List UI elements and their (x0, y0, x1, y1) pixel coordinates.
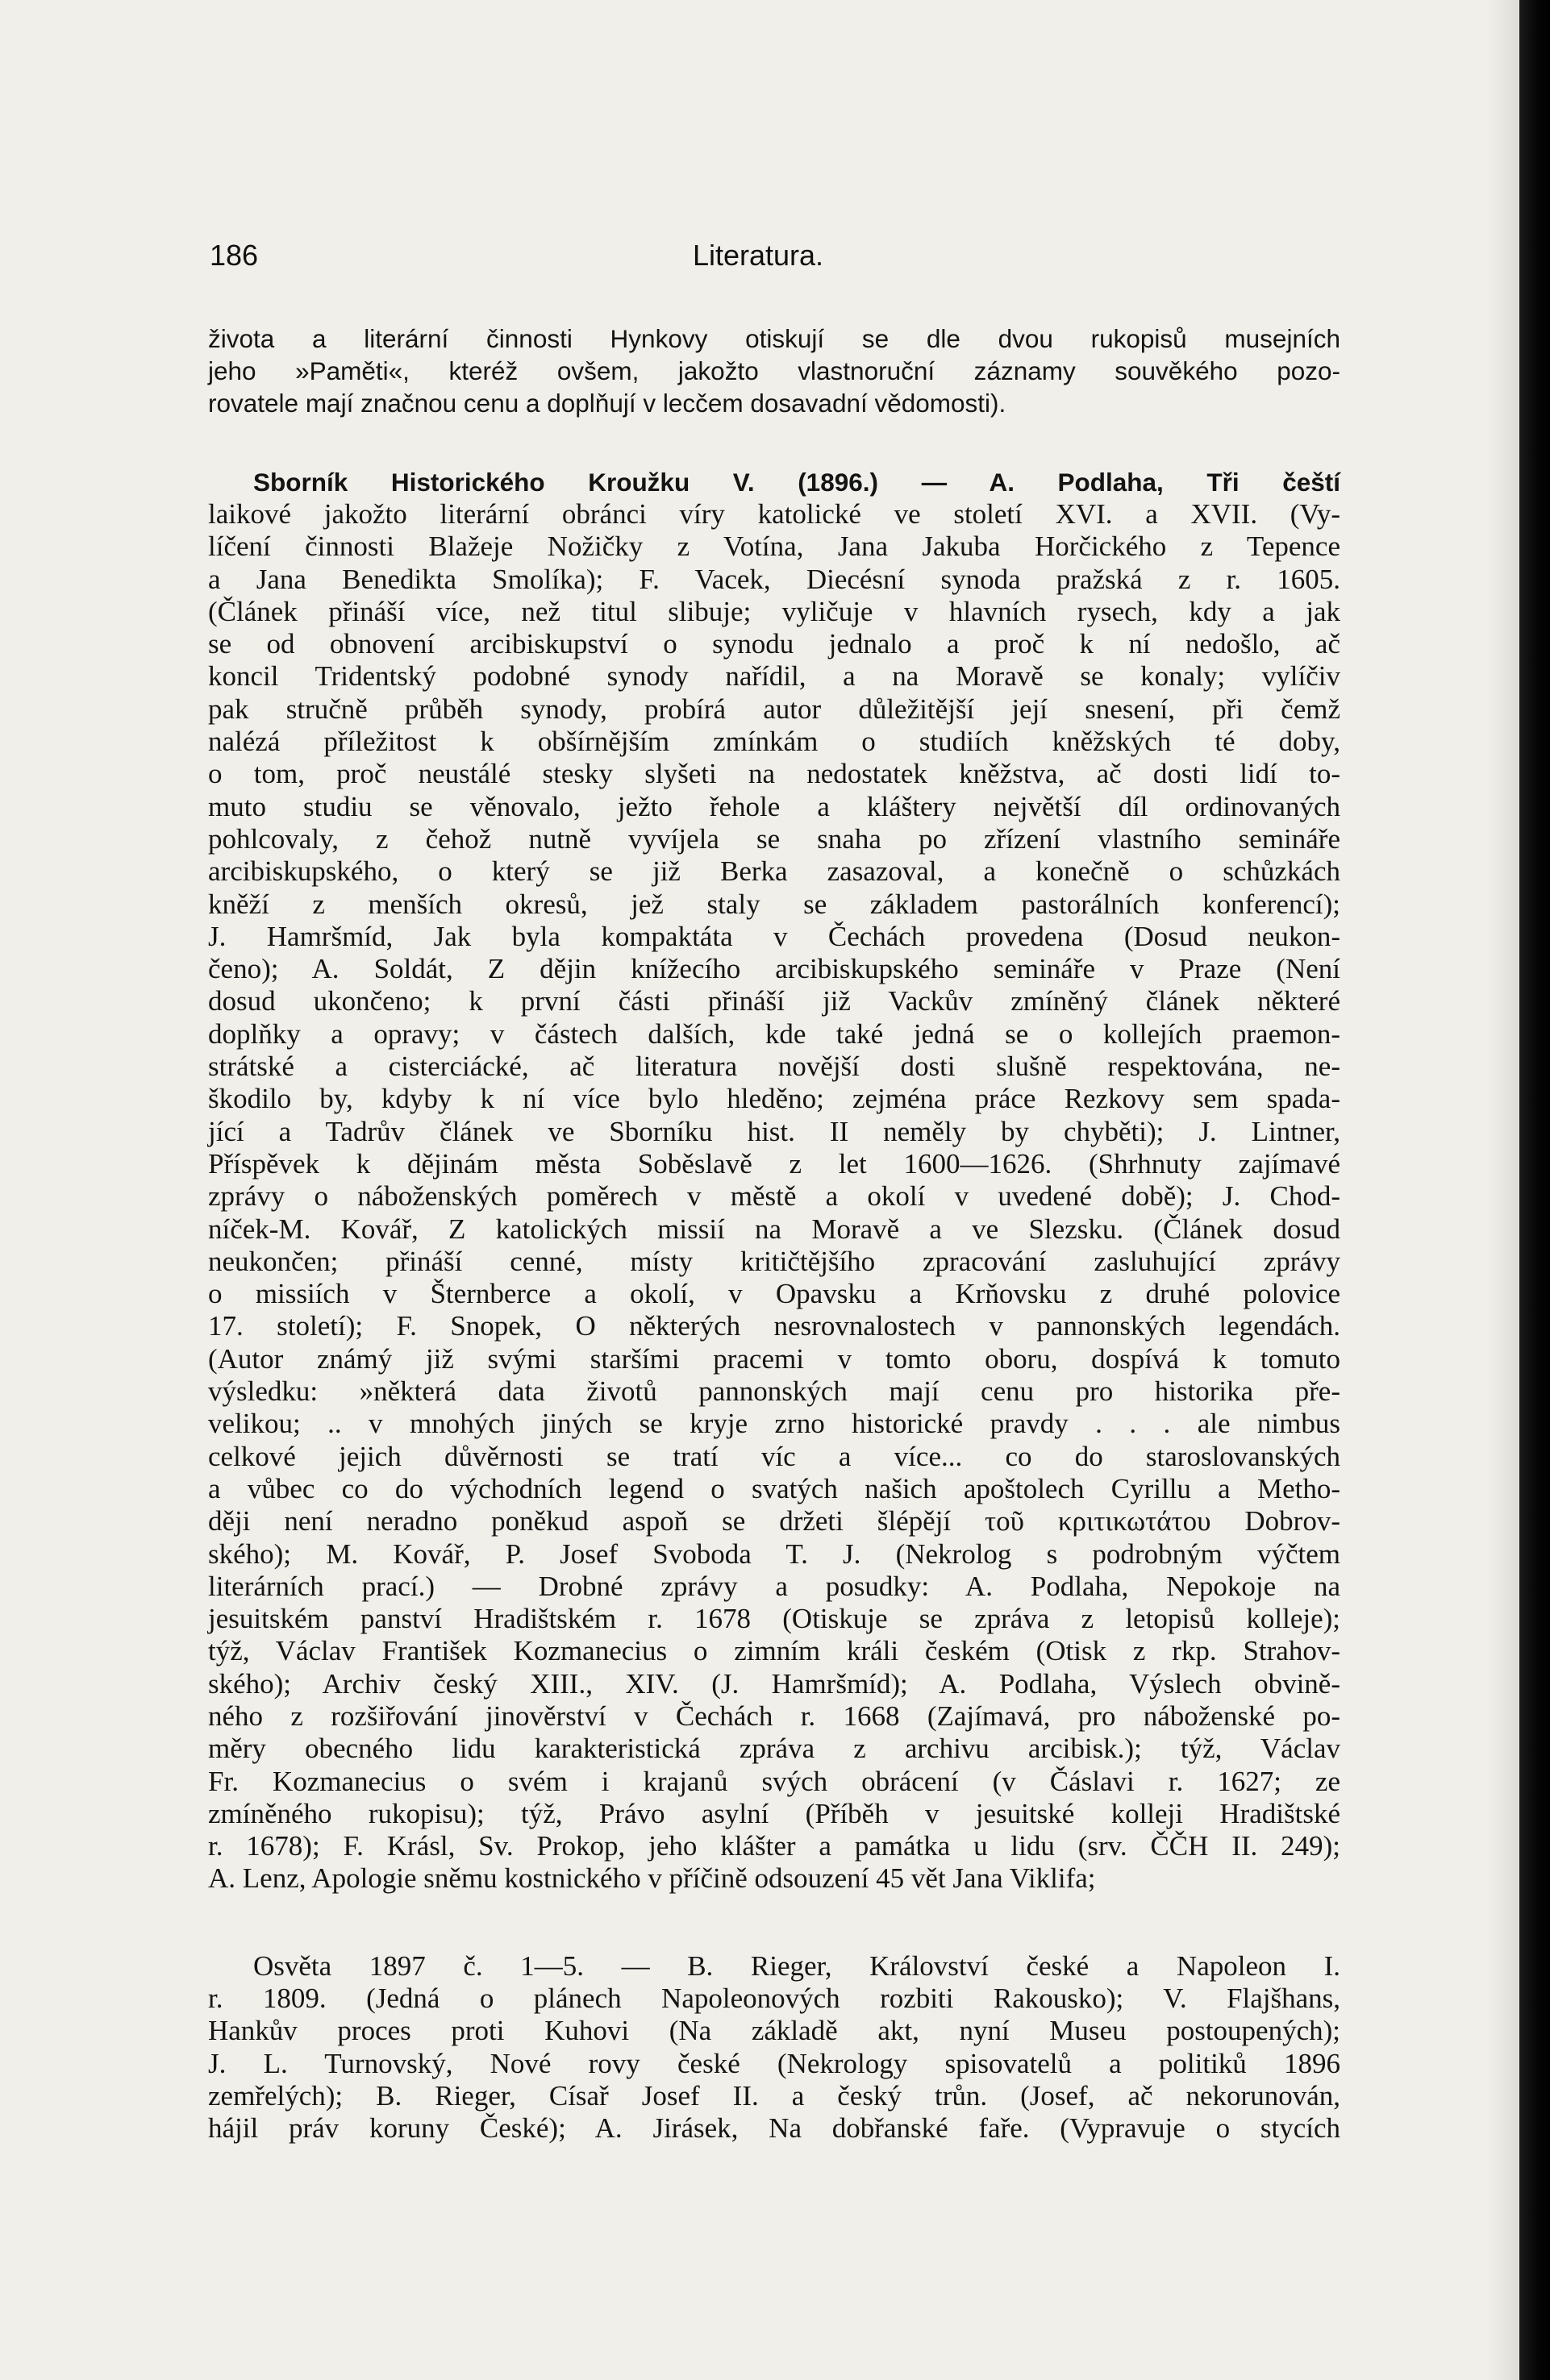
text-line: strátské a cisterciácké, ač literatura novější dosti slušně respektována, ne- (208, 1051, 1340, 1083)
text-line: jeho »Paměti«, kteréž ovšem, jakožto vlastnoruční záznamy souvěkého pozo- (208, 356, 1340, 385)
text-line: pohlcovaly, z čehož nutně vyvíjela se snaha po zřízení vlastního semináře (208, 822, 1340, 855)
text-line: laikové jakožto literární obránci víry katolické ve století XVI. a XVII. (Vy- (208, 498, 1340, 530)
text-line: zemřelých); B. Rieger, Císař Josef II. a český trůn. (Josef, ač nekorunován, (208, 2079, 1340, 2112)
scan-shade (1487, 0, 1519, 2380)
text-line: škodilo by, kdyby k ní více bylo hleděno; zejména práce Rezkovy sem spada- (208, 1083, 1340, 1115)
text-line: o missiích v Šternberce a okolí, v Opavsku a Krňovsku z druhé polovice (208, 1278, 1340, 1310)
text-line: velikou; .. v mnohých jiných se kryje zrno historické pravdy . . . ale nimbus (208, 1408, 1340, 1440)
text-line: ského); Archiv český XIII., XIV. (J. Hamršmíd); A. Podlaha, Výslech obvině- (208, 1667, 1340, 1700)
text-line: Příspěvek k dějinám města Soběslavě z let 1600—1626. (Shrhnuty zajímavé (208, 1147, 1340, 1180)
text-line: jící a Tadrův článek ve Sborníku hist. II neměly by chyběti); J. Lintner, (208, 1115, 1340, 1147)
text-line: Hankův proces proti Kuhovi (Na základě akt, nyní Museu postoupených); (208, 2015, 1340, 2047)
osveta-paragraph (208, 1950, 1340, 2145)
text-line: ského); M. Kovář, P. Josef Svoboda T. J. (Nekrolog s podrobným výčtem (208, 1537, 1340, 1570)
text-line: a Jana Benedikta Smolíka); F. Vacek, Diecésní synoda pražská z r. 1605. (208, 563, 1340, 595)
text-line: dosud ukončeno; k první části přináší již Vackův zmíněný článek některé (208, 985, 1340, 1017)
text-line: kněží z menších okresů, jež staly se základem pastorálních konferencí); (208, 888, 1340, 920)
text-line: výsledku: »některá data životů pannonských mají cenu pro historika pře- (208, 1375, 1340, 1408)
text-line: zmíněného rukopisu); týž, Právo asylní (Příběh v jesuitské kolleji Hradištské (208, 1797, 1340, 1829)
text-line: níček-M. Kovář, Z katolických missií na Moravě a ve Slezsku. (Článek dosud (208, 1213, 1340, 1245)
sbornik-body (208, 498, 1340, 1895)
text-line: literárních prací.) — Drobné zprávy a posudky: A. Podlaha, Nepokoje na (208, 1570, 1340, 1602)
body-text (208, 322, 1340, 2145)
text-line: o tom, proč neustálé stesky slyšeti na nedostatek kněžstva, ač dosti lidí to- (208, 758, 1340, 790)
text-line: líčení činnosti Blažeje Nožičky z Votína, Jana Jakuba Horčického z Tepence (208, 531, 1340, 563)
text-line: čeno); A. Soldát, Z dějin knížecího arcibiskupského semináře v Praze (Není (208, 953, 1340, 985)
text-line: se od obnovení arcibiskupství o synodu jednalo a proč k ní nedošlo, ač (208, 628, 1340, 660)
running-head: Literatura. (692, 239, 824, 272)
text-line: ného z rozšiřování jinověrství v Čechách r. 1668 (Zajímavá, pro náboženské po- (208, 1700, 1340, 1732)
text-line: muto studiu se věnovalo, ježto řehole a kláštery největší díl ordinovaných (208, 790, 1340, 822)
text-line: jesuitském panství Hradištském r. 1678 (Otiskuje se zpráva z letopisů kolleje); (208, 1603, 1340, 1635)
text-line: a vůbec co do východních legend o svatých našich apoštolech Cyrillu a Metho- (208, 1472, 1340, 1504)
text-line: doplňky a opravy; v částech dalších, kde také jedná se o kollejích praemon- (208, 1017, 1340, 1050)
sbornik-paragraph (208, 466, 1340, 498)
text-line: koncil Tridentský podobné synody nařídil, a na Moravě se konaly; vylíčiv (208, 660, 1340, 693)
text-line: celkové jejich důvěrnosti se tratí víc a více... co do staroslovanských (208, 1440, 1340, 1472)
text-line: hájil práv koruny České); A. Jirásek, Na dobřanské faře. (Vypravuje o stycích (208, 2112, 1340, 2145)
sbornik-heading-line: Sborník Historického Kroužku V. (1896.) — A. Podlaha, Tři čeští (253, 468, 1340, 497)
text-line: pak stručně průběh synody, probírá autor důležitější její snesení, při čemž (208, 693, 1340, 725)
text-line: života a literární činnosti Hynkovy otiskují se dle dvou rukopisů musejních (208, 324, 1340, 353)
text-line: neukončen; přináší cenné, místy kritičtějšího zpracování zasluhující zprávy (208, 1245, 1340, 1277)
text-line: r. 1678); F. Krásl, Sv. Prokop, jeho klášter a památka u lidu (srv. ČČH II. 249); (208, 1830, 1340, 1862)
text-line: zprávy o náboženských poměrech v městě a okolí v uvedené době); J. Chod- (208, 1180, 1340, 1213)
text-line: arcibiskupského, o který se již Berka zasazoval, a konečně o schůzkách (208, 855, 1340, 888)
text-line: ději není neradno poněkud aspoň se držeti šlépějí τοῦ κριτικωτάτου Dobrov- (208, 1505, 1340, 1537)
text-line: J. Hamršmíd, Jak byla kompaktáta v Čechách provedena (Dosud neukon- (208, 920, 1340, 952)
intro-paragraph (208, 322, 1340, 419)
osveta-heading-line: Osvěta 1897 č. 1—5. — B. Rieger, Království české a Napoleon I. (253, 1949, 1340, 1982)
scan-edge (1519, 0, 1550, 2380)
text-line: Fr. Kozmanecius o svém i krajanů svých obrácení (v Čáslavi r. 1627; ze (208, 1765, 1340, 1797)
page-header (210, 239, 1306, 279)
text-line: měry obecného lidu karakteristická zpráva z archivu arcibisk.); týž, Václav (208, 1733, 1340, 1765)
text-line: 17. století); F. Snopek, O některých nesrovnalostech v pannonských legendách. (208, 1310, 1340, 1342)
text-line: nalézá příležitost k obšírnějším zmínkám o studiích kněžských té doby, (208, 726, 1340, 758)
text-line: (Autor známý již svými staršími pracemi v tomto oboru, dospívá k tomuto (208, 1342, 1340, 1375)
text-line: A. Lenz, Apologie sněmu kostnického v příčině odsouzení 45 vět Jana Viklifa; (208, 1862, 1096, 1895)
text-line: rovatele mají značnou cenu a doplňují v lecčem dosavadní vědomosti). (208, 389, 1006, 418)
text-line: týž, Václav František Kozmanecius o zimním králi českém (Otisk z rkp. Strahov- (208, 1635, 1340, 1667)
page-number: 186 (210, 239, 259, 272)
text-line: (Článek přináší více, než titul slibuje; vyličuje v hlavních rysech, kdy a jak (208, 595, 1340, 627)
text-line: r. 1809. (Jedná o plánech Napoleonových rozbiti Rakousko); V. Flajšhans, (208, 1983, 1340, 2015)
text-line: J. L. Turnovský, Nové rovy české (Nekrology spisovatelů a politiků 1896 (208, 2047, 1340, 2079)
